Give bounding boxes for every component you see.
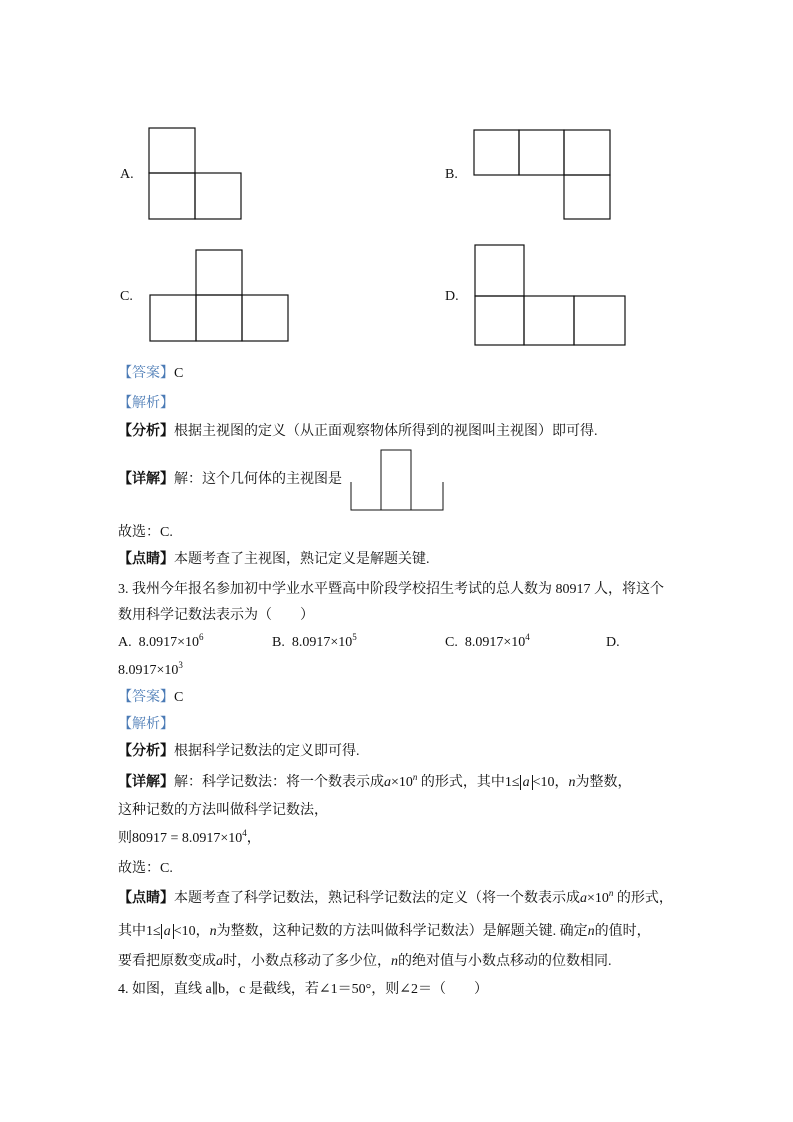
q3-option-d-label: D.: [606, 635, 620, 650]
option-d-label: D.: [445, 289, 459, 304]
q4-stem: 4. 如图，直线 a∥b，c 是截线，若∠1＝50°，则∠2＝（ ）: [118, 982, 488, 997]
q3-answer: 【答案】C: [118, 690, 184, 705]
q2-fenxi: 【分析】根据主视图的定义（从正面观察物体所得到的视图叫主视图）即可得.: [118, 424, 598, 439]
q3-option-c: C. $8.0917\times 10^4$: [445, 632, 530, 650]
q3-xiangjie-line1: 【详解】解：科学记数法：将一个数表示成$a\times 10^n$ 的形式，其中1≤ a <10，n为整数，: [118, 772, 632, 790]
q2-choose: 故选：C.: [118, 525, 173, 540]
option-a-label: A.: [120, 167, 134, 182]
q3-dianjing-line2: 其中1≤ a <10，n为整数，这种记数的方法叫做科学记数法）是解题关键. 确定n的值时，: [118, 924, 651, 939]
q3-dianjing-line3: 要看把原数变成a时，小数点移动了多少位，n的绝对值与小数点移动的位数相同.: [118, 954, 612, 969]
q3-option-a: A. $8.0917\times 10^6$: [118, 632, 204, 650]
figure-a: [149, 128, 241, 219]
q3-choose: 故选：C.: [118, 861, 173, 876]
q2-answer: 【答案】C: [118, 366, 184, 381]
option-b-label: B.: [445, 167, 458, 182]
q3-xiangjie-line2: 这种记数的方法叫做科学记数法，: [118, 803, 328, 818]
q3-fenxi: 【分析】根据科学记数法的定义即可得.: [118, 744, 360, 759]
front-view-figure: [351, 450, 443, 510]
q3-dianjing-line1: 【点睛】本题考查了科学记数法，熟记科学记数法的定义（将一个数表示成$a\times 10^n$ 的形式，: [118, 888, 673, 906]
q3-stem-line2: 数用科学记数法表示为（ ）: [118, 608, 314, 623]
q2-analysis-tag: 【解析】: [118, 396, 174, 411]
q3-option-b: B. $8.0917\times 10^5$: [272, 632, 357, 650]
q3-analysis-tag: 【解析】: [118, 717, 174, 732]
q2-dianjing: 【点睛】本题考查了主视图，熟记定义是解题关键.: [118, 552, 430, 567]
q3-xiangjie-line3: 则$80917 = 8.0917\times 10^4$，: [118, 828, 261, 846]
q3-stem-line1: 3. 我州今年报名参加初中学业水平暨高中阶段学校招生考试的总人数为 80917 人，将这个: [118, 582, 664, 597]
figure-d: [475, 245, 625, 345]
option-c-label: C.: [120, 289, 133, 304]
q3-option-d: $8.0917\times 10^3$: [118, 660, 183, 678]
q2-xiangjie: 【详解】解：这个几何体的主视图是: [118, 472, 342, 487]
figure-b: [474, 130, 610, 219]
figure-c: [150, 250, 288, 341]
